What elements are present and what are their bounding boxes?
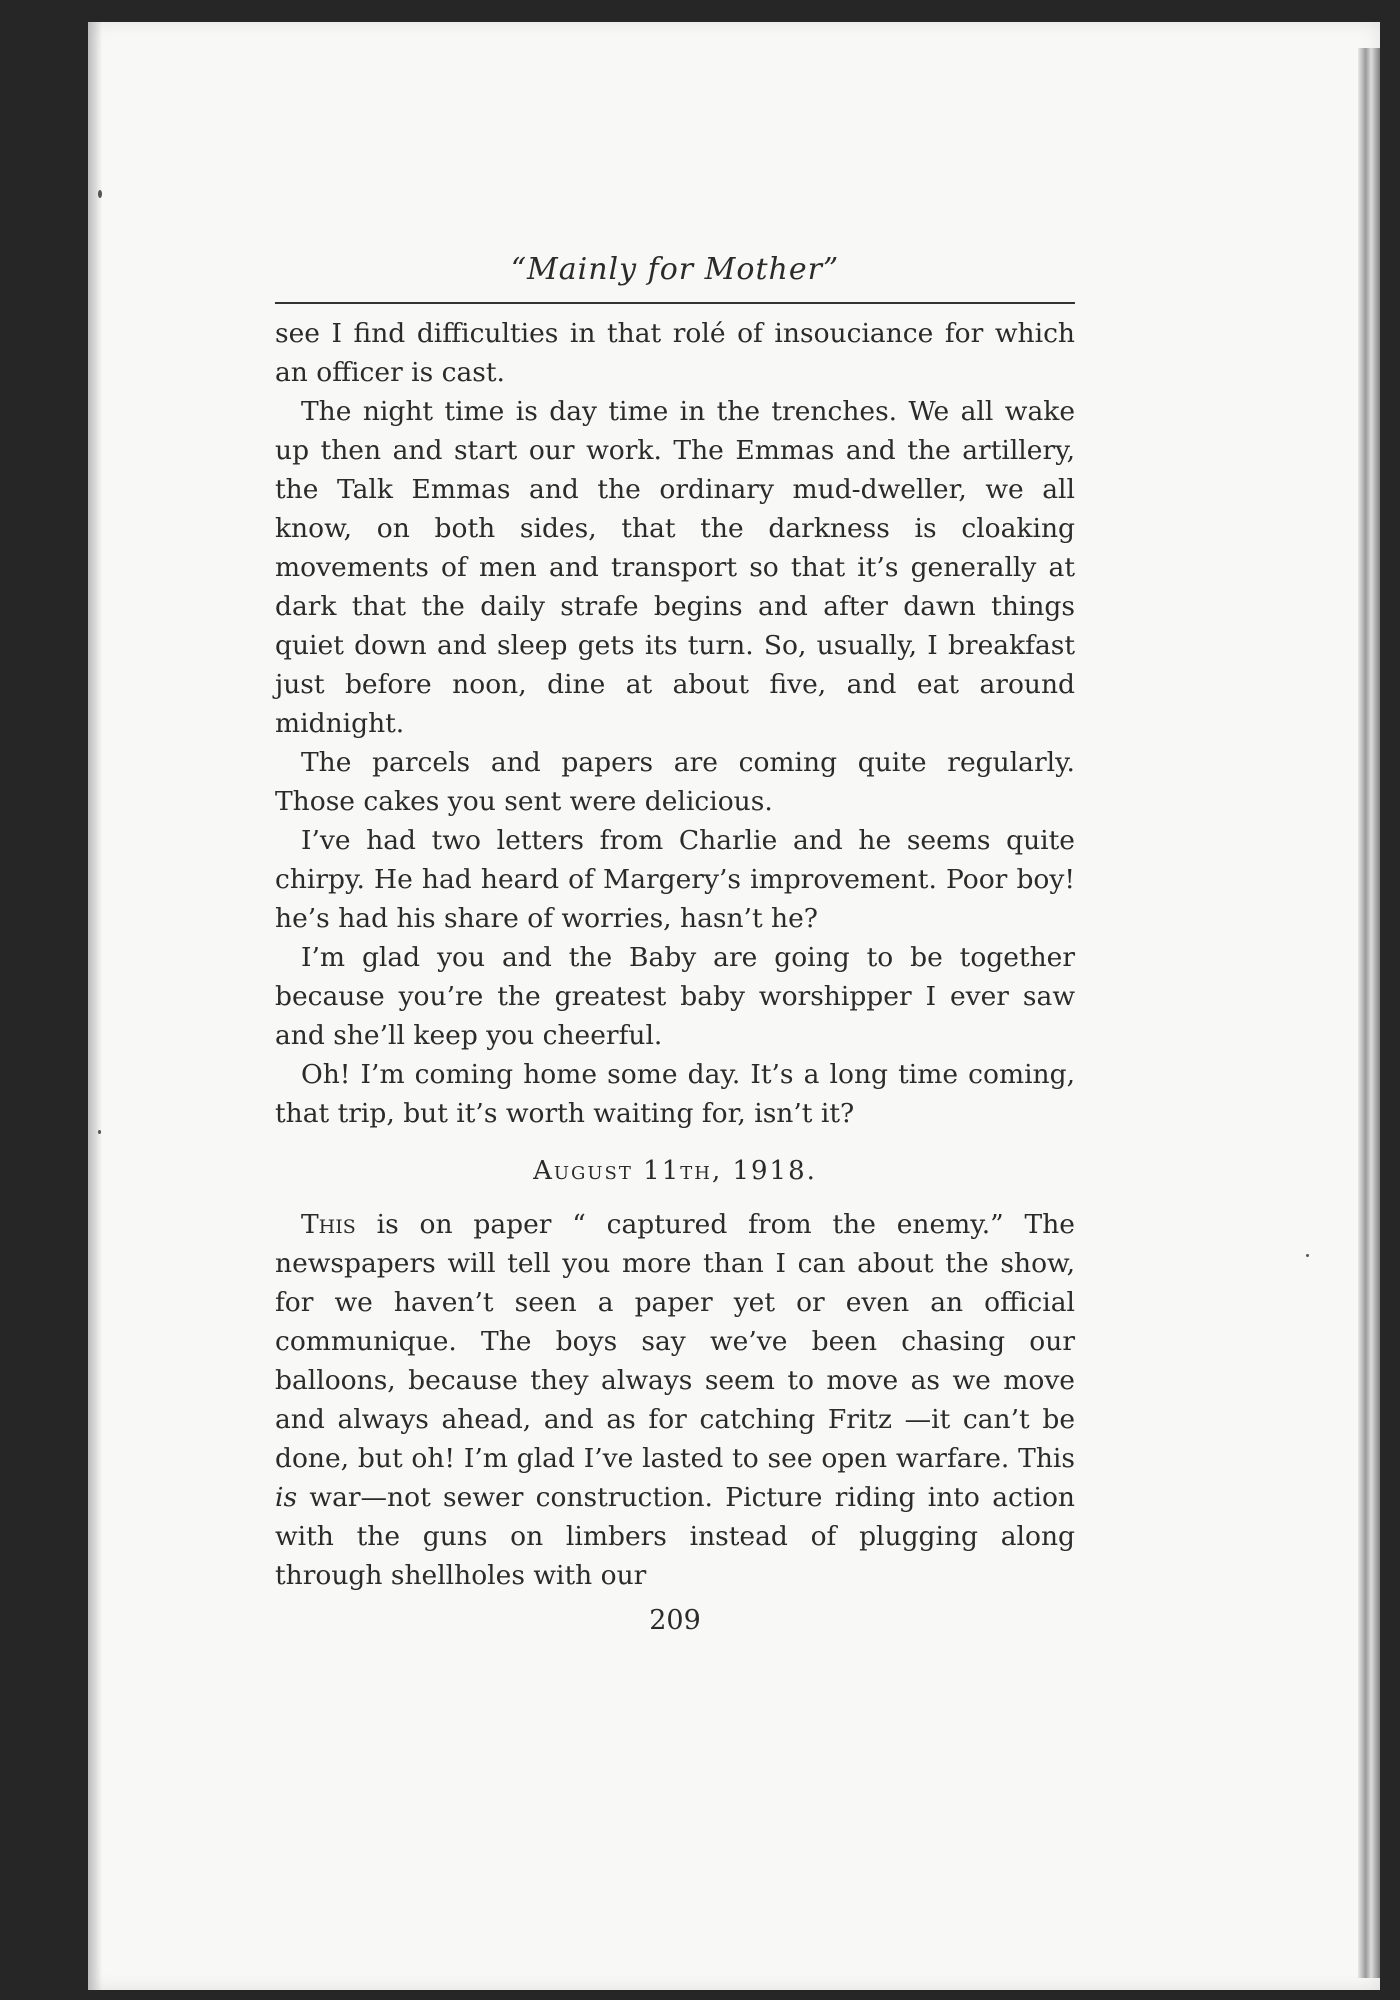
scan-speck [1306, 1254, 1309, 1257]
letter-text-part-1: is on paper “ captured from the enemy.” The newspapers will tell you more than I can about the show, for we haven’t seen a paper yet or even an official communique. The boys say we’ve been chasing our balloons, because they always seem to move as we move and always ahead, and as for catching Fritz —it can’t be done, but oh! I’m glad I’ve lasted to see open warfare. This [275, 1209, 1075, 1474]
paragraph-parcels: The parcels and papers are coming quite regularly. Those cakes you sent were delicious. [275, 747, 1075, 817]
page-edge-stack [1358, 48, 1380, 1978]
running-head: “Mainly for Mother” [510, 252, 840, 287]
opening-word: This [301, 1209, 356, 1240]
paragraph-baby: I’m glad you and the Baby are going to be together because you’re the greatest baby worshipper I ever saw and she’ll keep you cheerful. [275, 942, 1075, 1051]
paragraph-continued: see I find difficulties in that rolé of insouciance for which an officer is cast. [275, 318, 1075, 388]
book-page [88, 22, 1380, 1990]
letter-text-part-2: war—not sewer construction. Picture riding into action with the guns on limbers instead of plugging along through shellholes with our [275, 1482, 1075, 1591]
emphasized-word: is [275, 1482, 298, 1513]
paragraph-letter-body [275, 1205, 1075, 1595]
paragraph-night-time: The night time is day time in the trenches. We all wake up then and start our work. The Emmas and the artillery, the Talk Emmas and the ordinary mud-dweller, we all know, on both sides, that the darkness is cloaking movements of men and transport so that it’s generally at dark that the daily strafe begins and after dawn things quiet down and sleep gets its turn. So, usually, I breakfast just before noon, dine at about five, and eat around midnight. [275, 396, 1075, 739]
gutter-shadow [88, 22, 102, 1990]
scan-speck [98, 1130, 101, 1134]
header-rule [275, 302, 1075, 304]
paragraph-coming-home: Oh! I’m coming home some day. It’s a long time coming, that trip, but it’s worth waiting for, isn’t it? [275, 1059, 1075, 1129]
paragraph-charlie: I’ve had two letters from Charlie and he seems quite chirpy. He had heard of Margery’s improvement. Poor boy! he’s had his share of worries, hasn’t he? [275, 825, 1075, 934]
letter-date-heading: August 11th, 1918. [533, 1156, 817, 1186]
scan-speck [98, 190, 102, 198]
page-number: 209 [649, 1605, 701, 1636]
text-block [275, 250, 1075, 1641]
